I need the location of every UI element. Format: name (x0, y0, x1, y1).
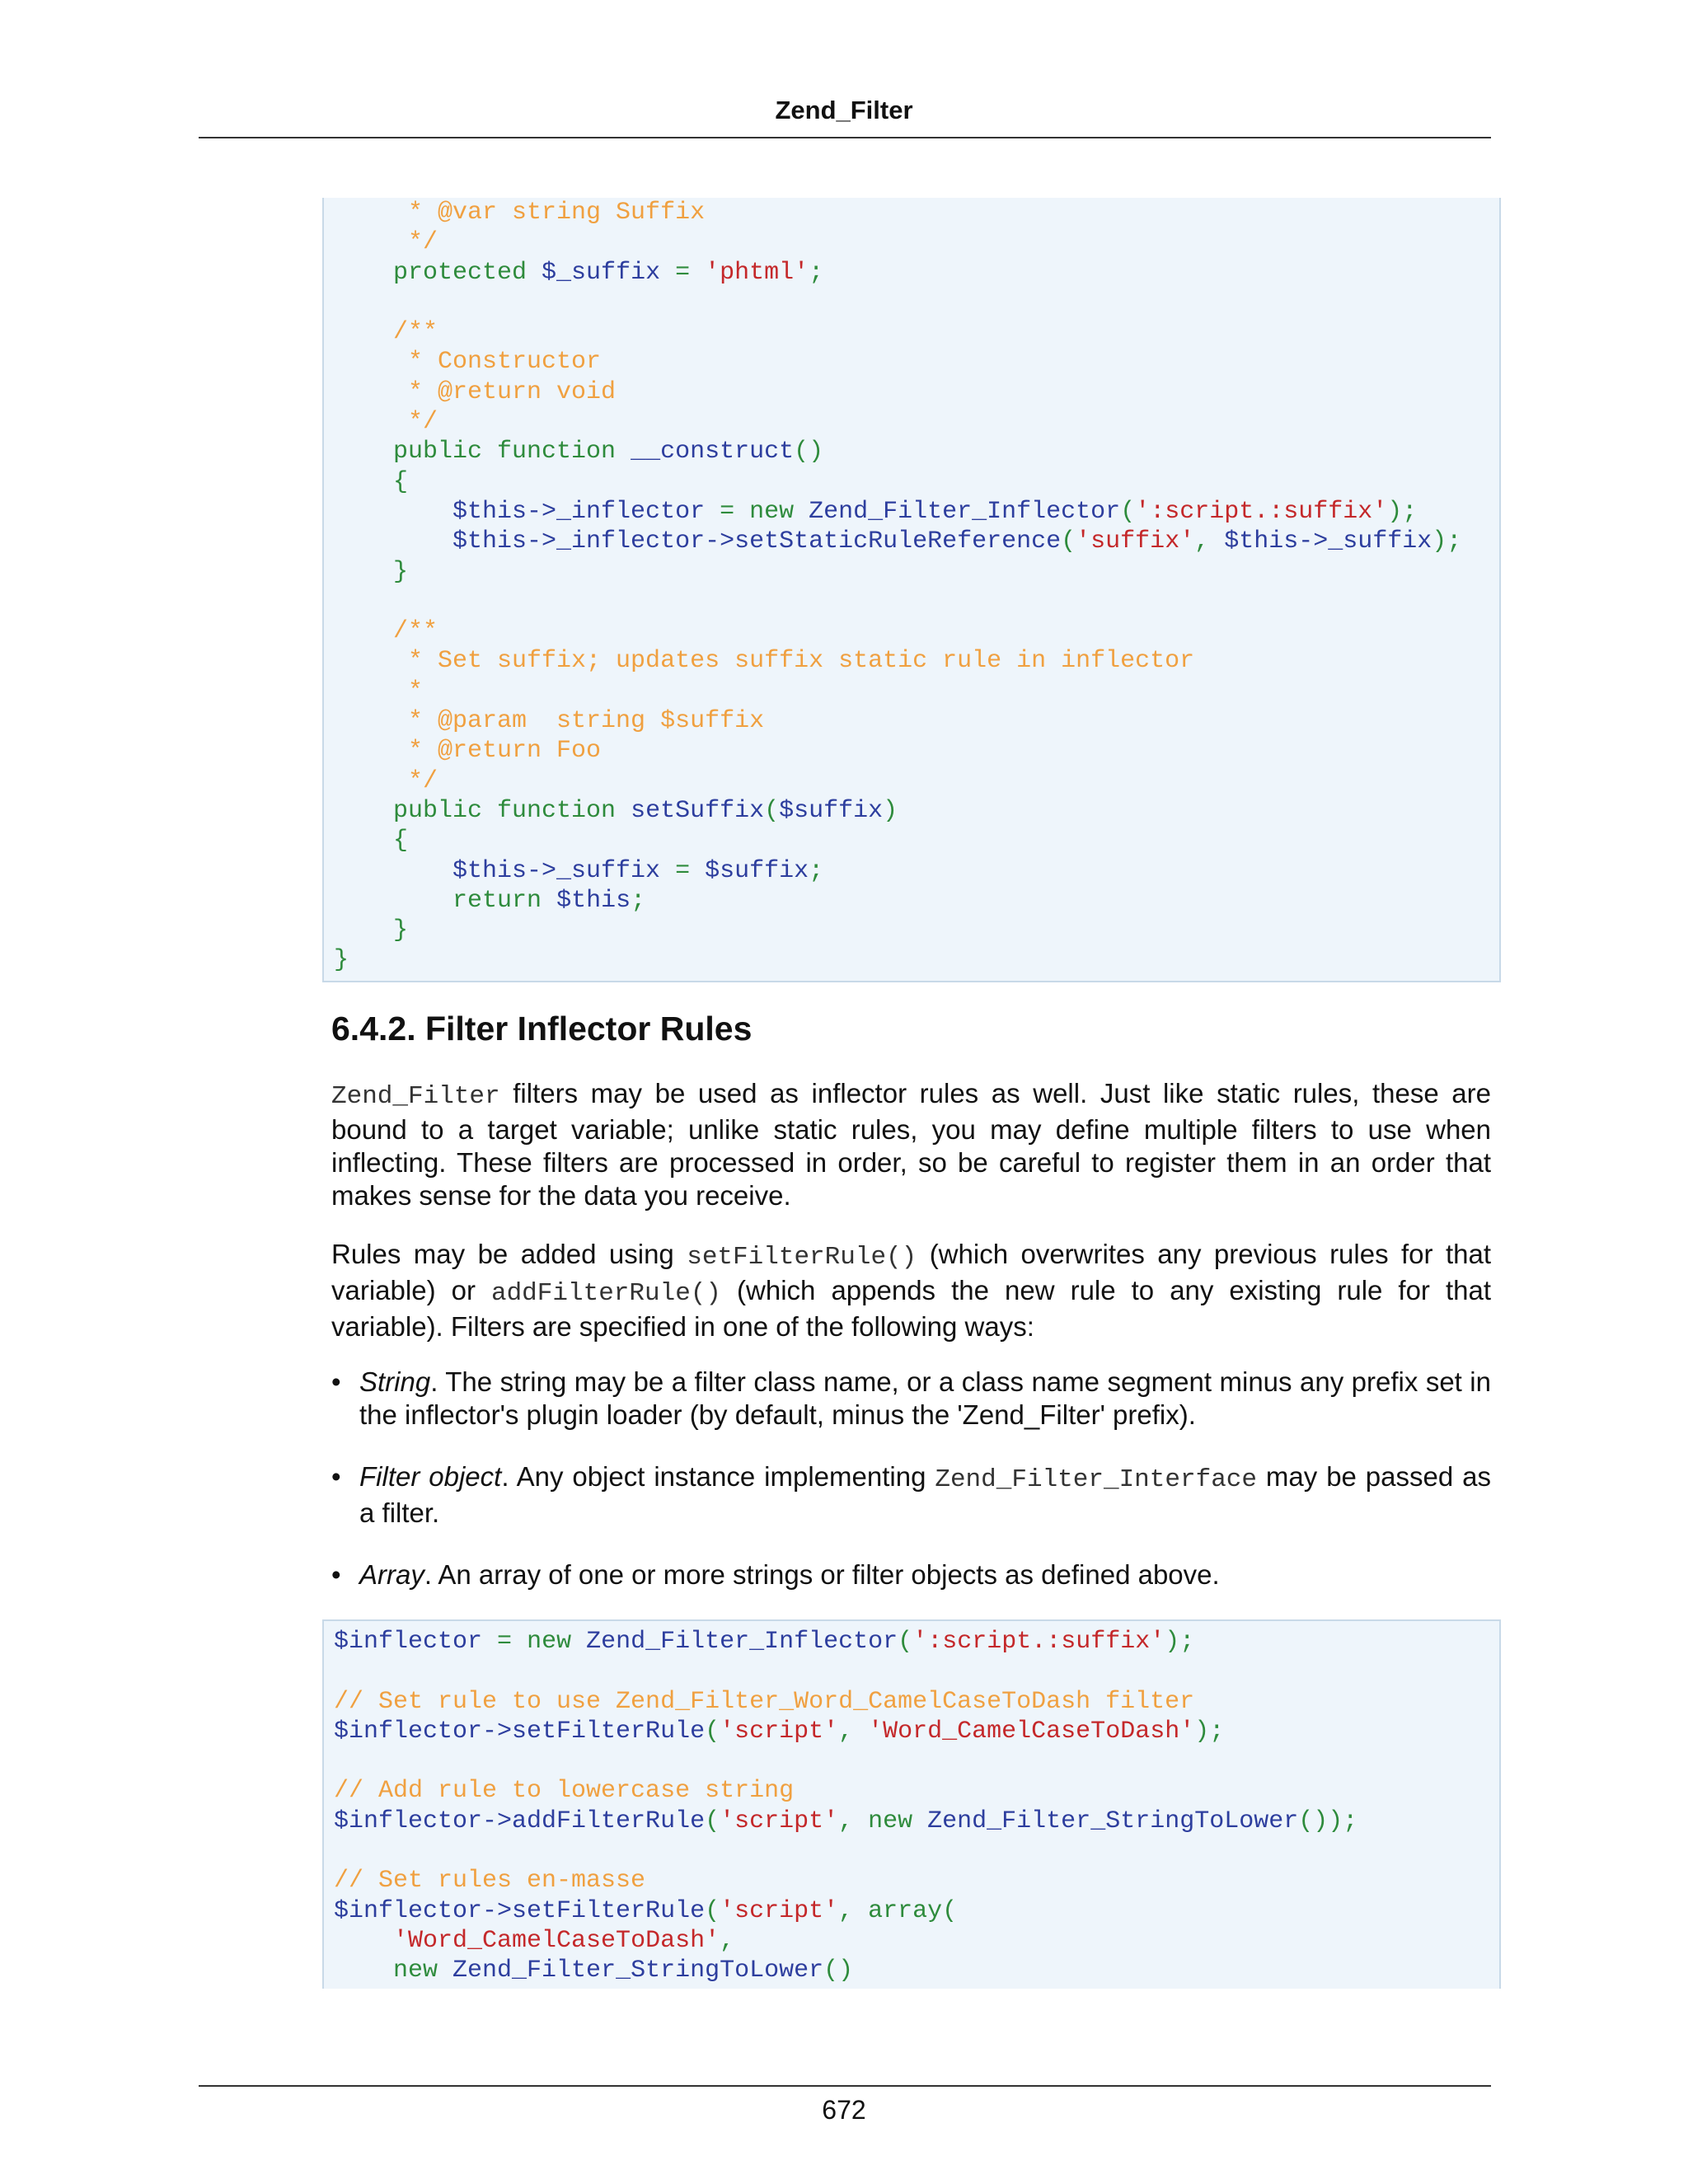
list-item-text: . The string may be a filter class name, or a class name segment minus any prefix set in the inflector's plugin loader (by default, minus the 'Zend_Filter' prefix). (359, 1366, 1491, 1430)
bullet-marker: • (331, 1559, 341, 1590)
code-line (334, 945, 1499, 975)
code-line (334, 1836, 1499, 1866)
code-token: $inflector (334, 1628, 498, 1656)
code-token: ; (631, 886, 646, 915)
code-token: () (794, 438, 824, 466)
code-token: Zend_Filter_Inflector (571, 1628, 898, 1656)
code-token (334, 1837, 349, 1865)
code-token: Zend_Filter_StringToLower (912, 1807, 1299, 1835)
paragraph-text: Rules may be added using (331, 1239, 687, 1269)
code-line (334, 1807, 1499, 1836)
code-line (334, 587, 1499, 616)
code-token: } (334, 916, 409, 945)
code-token: ()); (1298, 1807, 1358, 1835)
code-line (334, 916, 1499, 945)
code-token: // Add rule to lowercase string (334, 1777, 795, 1806)
code-token: ); (1432, 527, 1462, 556)
code-token: public function (393, 796, 617, 825)
code-token: () (823, 1957, 854, 1985)
code-token: 'script' (720, 1807, 839, 1835)
code-line (334, 198, 1499, 227)
code-token: */ (334, 408, 438, 437)
code-token: */ (334, 766, 438, 795)
code-line (334, 467, 1499, 497)
code-line (334, 646, 1499, 676)
code-token (334, 1927, 393, 1955)
code-token: , (1194, 527, 1225, 556)
code-token: $inflector->addFilterRule (334, 1807, 706, 1835)
bullet-marker: • (331, 1366, 341, 1397)
code-token: // Set rules en-masse (334, 1867, 646, 1896)
section-heading: 6.4.2. Filter Inflector Rules (331, 1010, 753, 1047)
code-token: array (868, 1896, 943, 1925)
code-line (334, 736, 1499, 766)
code-token: $_suffix (527, 258, 676, 287)
code-token (334, 1957, 393, 1985)
code-token: } (334, 557, 409, 586)
code-token: $inflector->setFilterRule (334, 1896, 706, 1925)
code-token: = (497, 1628, 513, 1656)
code-token: $this->_suffix (334, 856, 676, 885)
code-token: 'Word_CamelCaseToDash' (868, 1717, 1195, 1746)
list-item-text: may be passed as a filter. (359, 1461, 1491, 1528)
code-token (334, 1747, 349, 1775)
code-line (334, 1866, 1499, 1896)
code-line (334, 288, 1499, 317)
code-token: 'script' (720, 1717, 839, 1746)
code-token: * @var string Suffix (334, 199, 706, 227)
code-token: 'suffix' (1076, 527, 1195, 556)
list-item-array (331, 1558, 1491, 1591)
inline-code-addfilterrule: addFilterRule() (490, 1279, 722, 1308)
code-token: ( (942, 1896, 958, 1925)
code-token: new (868, 1807, 913, 1835)
code-line (334, 1776, 1499, 1806)
code-token: * Constructor (334, 348, 602, 377)
code-line (334, 616, 1499, 646)
code-line (334, 856, 1499, 886)
code-token: /** (334, 617, 438, 646)
code-token: * @return Foo (334, 737, 602, 766)
code-token: = (675, 856, 691, 885)
code-line (334, 557, 1499, 587)
code-token: Zend_Filter_StringToLower (438, 1957, 824, 1985)
code-token: $suffix (690, 856, 809, 885)
code-token: , (720, 1926, 735, 1955)
code-line (334, 1687, 1499, 1717)
code-token: $this->_inflector (334, 497, 720, 526)
code-token: ( (1061, 527, 1076, 556)
code-line (334, 347, 1499, 377)
code-token (512, 1628, 527, 1656)
code-line (334, 1627, 1499, 1657)
code-line (334, 1717, 1499, 1746)
list-item-text: . An array of one or more strings or filter objects as defined above. (424, 1559, 1220, 1590)
code-token: * (334, 677, 424, 705)
code-token: 'Word_CamelCaseToDash' (393, 1926, 720, 1955)
list-item-text: . Any object instance implementing (501, 1461, 935, 1492)
code-token: // Set rule to use Zend_Filter_Word_CamelCaseToDash filter (334, 1687, 1195, 1716)
code-token: public function (393, 438, 617, 466)
inline-code-setfilterrule: setFilterRule() (687, 1243, 917, 1272)
footer-divider (199, 2085, 1491, 2087)
paragraph-text: (which overwrites any previous rules for that variable) or (331, 1239, 1491, 1305)
code-line (334, 258, 1499, 288)
code-token (334, 288, 349, 316)
code-token: __construct (616, 438, 795, 466)
code-token: $suffix (779, 796, 884, 825)
code-token: } (334, 946, 349, 975)
code-line (334, 706, 1499, 736)
code-line (334, 1657, 1499, 1686)
code-line (334, 527, 1499, 556)
list-item-filter-object (331, 1460, 1491, 1530)
code-token: setSuffix (616, 796, 765, 825)
code-line (334, 497, 1499, 527)
code-line (334, 317, 1499, 347)
code-token: new (393, 1957, 438, 1985)
code-token: * Set suffix; updates suffix static rule in inflector (334, 647, 1195, 676)
code-block-filter-rules-example (322, 1619, 1501, 1989)
paragraph-text: filters may be used as inflector rules as well. Just like static rules, these are bound to a target variable; unlike static rules, you may define multiple filters to use when inflecting. These filters are processed in order, so be careful to register them in an order that makes sense for the data you receive. (331, 1078, 1491, 1211)
code-token: $inflector->setFilterRule (334, 1717, 706, 1746)
code-token: ( (705, 1807, 720, 1835)
code-token: * @return void (334, 377, 617, 406)
code-token (334, 887, 452, 915)
code-token: { (334, 467, 409, 496)
paragraph-adding-rules (331, 1238, 1491, 1343)
header-divider (199, 137, 1491, 138)
code-token: $this->_suffix (1224, 527, 1432, 556)
code-line (334, 377, 1499, 407)
code-token (690, 259, 705, 287)
code-token: 'script' (720, 1896, 839, 1925)
code-line (334, 677, 1499, 706)
list-item-term: Filter object (359, 1461, 502, 1492)
code-token (334, 438, 393, 466)
code-token: ( (705, 1896, 720, 1925)
inline-code-zend-filter: Zend_Filter (331, 1082, 500, 1111)
list-item-string (331, 1366, 1491, 1432)
code-token: ); (1194, 1717, 1225, 1746)
code-token: ( (898, 1628, 913, 1656)
code-token: , (838, 1717, 869, 1746)
code-line (334, 1746, 1499, 1776)
list-item-term: Array (359, 1559, 424, 1590)
code-token: 'phtml' (705, 258, 809, 287)
code-token: ) (883, 796, 898, 825)
code-block-inflector-class (322, 198, 1501, 982)
code-token: Zend_Filter_Inflector (794, 497, 1121, 526)
code-line (334, 1926, 1499, 1956)
paragraph-filter-rules-intro (331, 1077, 1491, 1212)
code-line (334, 1956, 1499, 1985)
code-token: ; (809, 856, 824, 885)
filter-types-list (331, 1366, 1491, 1620)
code-token: ; (809, 258, 824, 287)
code-line (334, 1896, 1499, 1926)
code-token: , (838, 1896, 869, 1925)
code-line (334, 437, 1499, 466)
code-token: ( (705, 1717, 720, 1746)
code-line (334, 766, 1499, 796)
code-token: = (675, 258, 691, 287)
code-line (334, 796, 1499, 826)
code-line (334, 826, 1499, 855)
inline-code-filter-interface: Zend_Filter_Interface (935, 1465, 1258, 1494)
code-token: /** (334, 318, 438, 347)
code-token: $this (542, 886, 631, 915)
list-item-term: String (359, 1366, 431, 1397)
page-number: 672 (822, 2095, 866, 2125)
code-token: ); (1165, 1628, 1195, 1656)
code-token: { (334, 827, 409, 855)
code-token: return (452, 886, 542, 915)
code-token: , (838, 1807, 869, 1835)
code-token: = (720, 497, 735, 526)
code-token: ); (1387, 497, 1418, 526)
code-line (334, 407, 1499, 437)
code-line (334, 227, 1499, 257)
code-token: new (749, 497, 795, 526)
bullet-marker: • (331, 1461, 341, 1492)
code-token: $this->_inflector->setStaticRuleReference (334, 527, 1062, 556)
code-token (334, 797, 393, 825)
paragraph-text: (which appends the new rule to any existing rule for that variable). Filters are specified in one of the following ways: (331, 1275, 1492, 1342)
code-token (334, 259, 393, 287)
code-token: ':script.:suffix' (912, 1628, 1165, 1656)
code-token: protected (393, 258, 528, 287)
page-header-title: Zend_Filter (775, 96, 913, 124)
code-token: new (527, 1628, 572, 1656)
code-token: * @param string $suffix (334, 707, 765, 736)
code-token: ':script.:suffix' (1135, 497, 1388, 526)
code-token (734, 498, 749, 526)
code-token: ( (1120, 497, 1136, 526)
code-token (334, 1657, 349, 1685)
code-line (334, 886, 1499, 916)
code-token (334, 588, 349, 616)
code-token: ( (764, 796, 780, 825)
code-token: */ (334, 228, 438, 257)
